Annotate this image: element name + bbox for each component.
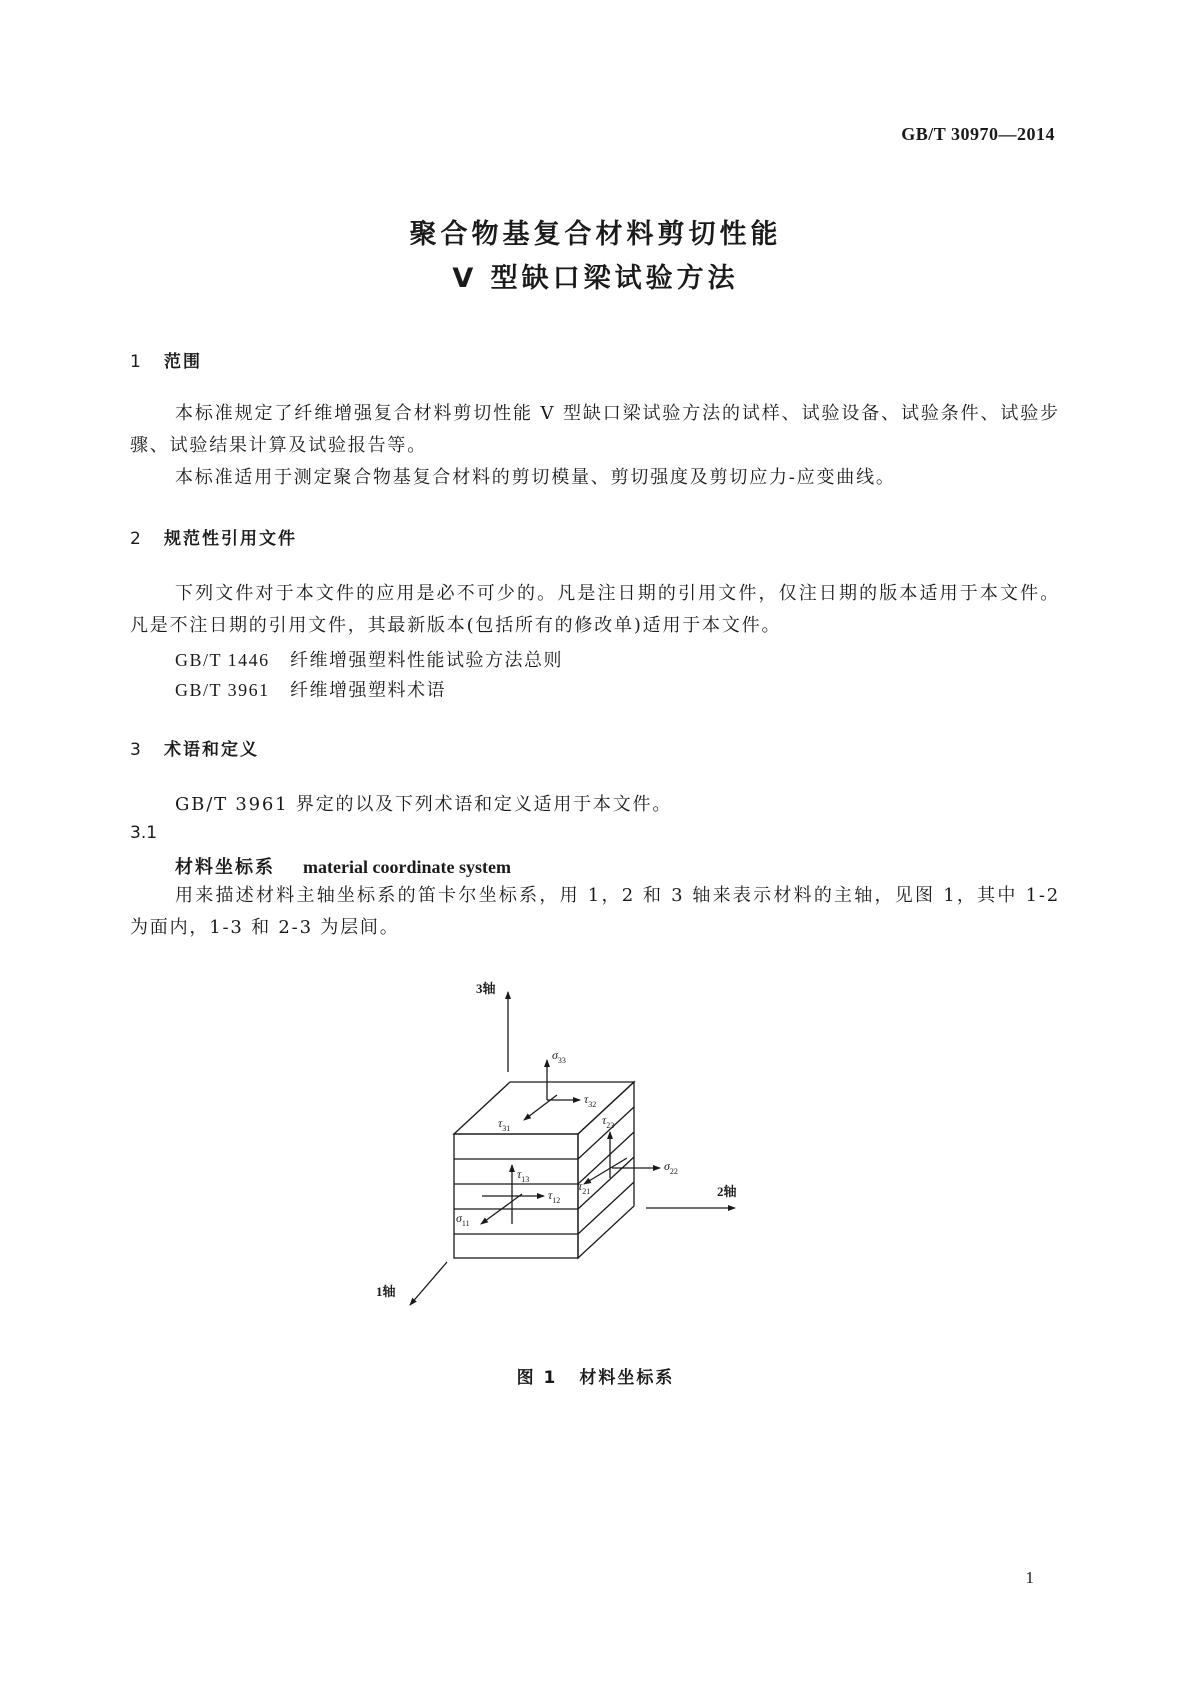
figure-caption [0,1363,1191,1388]
label-tau32: $\tau_{32}$ [584,1092,597,1109]
axis-3-label: 3轴 [476,981,496,996]
section-title: 范围 [164,352,202,372]
axis-1-label: 1轴 [376,1284,396,1299]
term-definition: 用来描述材料主轴坐标系的笛卡尔坐标系，用 1，2 和 3 轴来表示材料的主轴，见图 1，其中 1-2 为面内，1-3 和 2-3 为层间。 [130,885,1060,938]
label-tau12: $\tau_{12}$ [548,1188,561,1205]
label-tau23: $\tau_{23}$ [602,1113,615,1130]
document-title-line2: V 型缺口梁试验方法 [452,263,739,294]
reference-code: GB/T 1446 [175,650,270,670]
label-tau21: $\tau_{21}$ [578,1179,591,1196]
axis-1-arrow [410,1262,447,1305]
label-tau13: $\tau_{13}$ [517,1167,530,1184]
axis-2-label: 2轴 [717,1184,737,1199]
reference-title: 纤维增强塑料术语 [290,680,446,701]
page-number: 1 [1025,1568,1034,1587]
reference-code: GB/T 3961 [175,680,270,700]
subsection-number: 3.1 [130,823,158,843]
layer-line [578,1132,634,1184]
term-chinese: 材料坐标系 [175,857,275,878]
label-tau31: $\tau_{31}$ [498,1116,511,1133]
standard-number: GB/T 30970—2014 [901,124,1055,144]
label-sigma11: $\sigma_{11}$ [456,1211,470,1228]
section-2-paragraph-1: 下列文件对于本文件的应用是必不可少的。凡是注日期的引用文件，仅注日期的版本适用于本文件。凡是不注日期的引用文件，其最新版本(包括所有的修改单)适用于本文件。 [130,583,1060,636]
section-1-paragraph-2: 本标准适用于测定聚合物基复合材料的剪切模量、剪切强度及剪切应力-应变曲线。 [175,467,896,488]
tau21-arrow [584,1158,627,1184]
section-title: 规范性引用文件 [164,529,297,549]
section-1-paragraph-1: 本标准规定了纤维增强复合材料剪切性能 V 型缺口梁试验方法的试样、试验设备、试验条件、试验步骤、试验结果计算及试验报告等。 [130,403,1060,456]
reference-title: 纤维增强塑料性能试验方法总则 [290,650,563,671]
label-sigma33: $\sigma_{33}$ [552,1048,566,1065]
section-number: 3 [130,740,141,760]
figure-number: 图 1 [516,1368,558,1388]
section-number: 1 [130,352,141,372]
term-english: material coordinate system [303,857,511,877]
section-title: 术语和定义 [164,740,259,760]
tau31-arrow [524,1095,557,1120]
section-3-paragraph-1: GB/T 3961 界定的以及下列术语和定义适用于本文件。 [175,794,673,815]
figure-title: 材料坐标系 [579,1368,675,1388]
document-title-line1: 聚合物基复合材料剪切性能 [409,219,782,250]
section-number: 2 [130,529,141,549]
label-sigma22: $\sigma_{22}$ [664,1159,678,1176]
